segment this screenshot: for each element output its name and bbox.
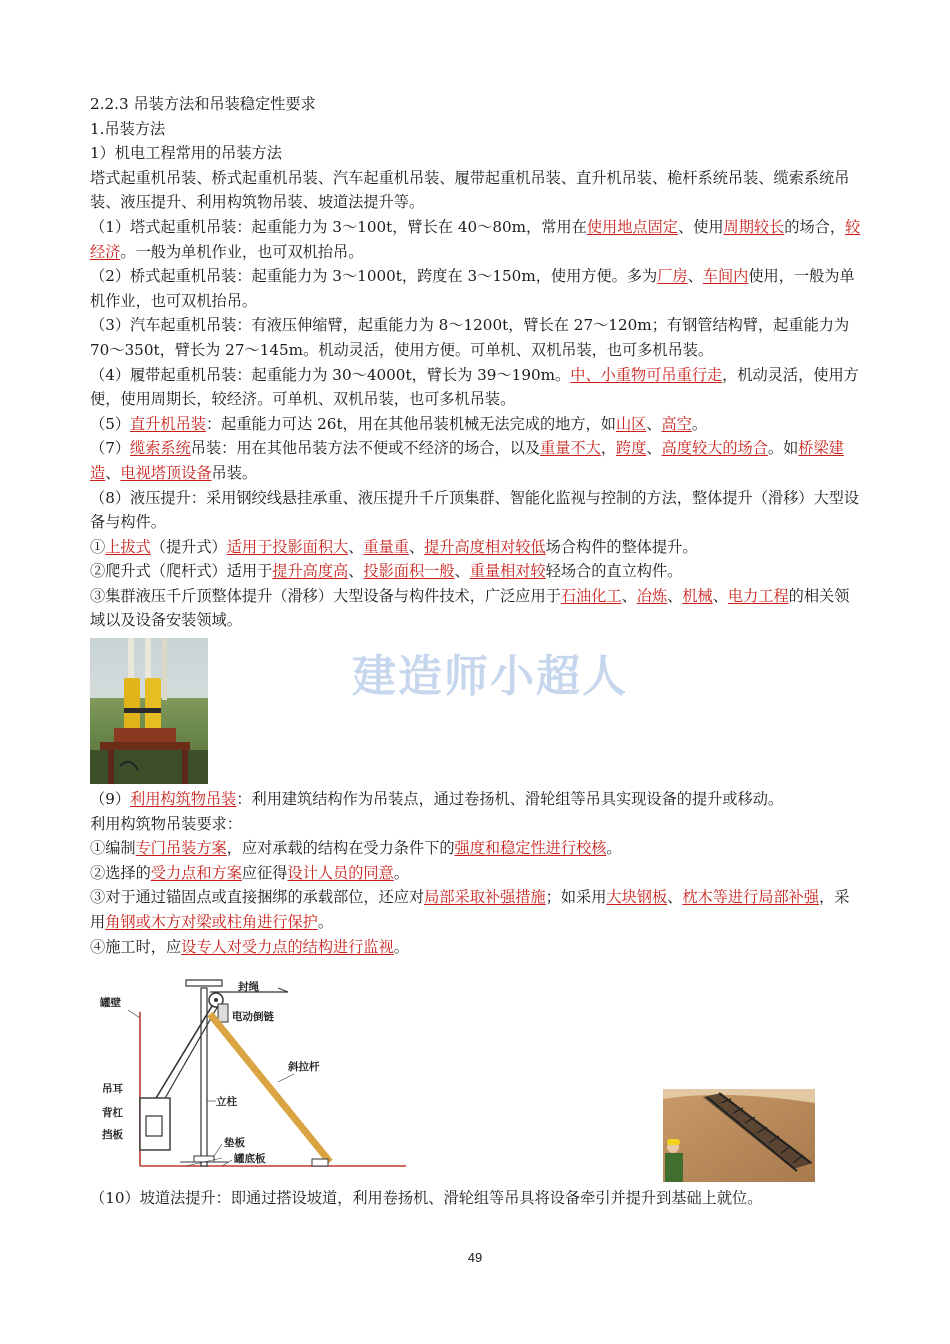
label-seal-rope: 封绳 <box>238 981 259 993</box>
key-term: 适用于投影面积大 <box>226 537 349 556</box>
label-back-bar: 背杠 <box>102 1107 123 1119</box>
key-term: 中、小重物可吊重行走 <box>570 365 723 384</box>
label-electric-hoist: 电动倒链 <box>232 1011 274 1023</box>
key-term: 跨度 <box>616 439 647 458</box>
key-term: 大块钢板 <box>606 888 668 907</box>
paragraph-bridge-crane: （2）桥式起重机吊装：起重能力为 3～1000t，跨度在 3～150m，使用方便。多为厂房、车间内使用，一般为单机作业，也可双机抬吊。 <box>90 267 855 310</box>
key-term: 电力工程 <box>727 586 789 605</box>
key-term: 提升高度高 <box>272 562 349 581</box>
requirement-4: ④施工时，应设专人对受力点的结构进行监视。 <box>90 937 409 956</box>
key-term: 缆索系统 <box>130 439 191 458</box>
key-term: 上拔式 <box>105 537 151 556</box>
hydraulic-jack-photo <box>90 638 208 784</box>
ramp-method-photo <box>663 1089 815 1182</box>
paragraph-tower-crane: （1）塔式起重机吊装：起重能力为 3～100t，臂长在 40～80m，常用在使用地点固定、使用周期较长的场合，较经济。一般为单机作业，也可双机抬吊。 <box>90 217 861 261</box>
top-cap <box>186 980 222 986</box>
text-body-2 <box>90 787 862 959</box>
label-baffle: 挡板 <box>102 1129 123 1141</box>
requirement-2: ②选择的受力点和方案应征得设计人员的同意。 <box>90 863 409 882</box>
key-term: 机械 <box>682 586 713 605</box>
label-column: 立柱 <box>216 1096 237 1108</box>
key-term: 桥梁建造 <box>90 439 844 482</box>
paragraph-structure-lifting: （9）利用构筑物吊装：利用建筑结构作为吊装点，通过卷扬机、滑轮组等吊具实现设备的提升或移动。 <box>90 790 784 808</box>
key-term: 车间内 <box>702 267 749 286</box>
label-tank-bottom: 罐底板 <box>234 1153 266 1165</box>
key-term: 利用构筑物吊装 <box>130 790 237 808</box>
subheading-lifting-methods: 1.吊装方法 <box>90 119 166 138</box>
key-term: 高度较大的场合 <box>661 439 768 458</box>
electric-hoist <box>218 1004 228 1022</box>
paragraph-intro: 塔式起重机吊装、桥式起重机吊装、汽车起重机吊装、履带起重机吊装、直升机吊装、桅杆系统吊装、缆索系统吊装、液压提升、利用构筑物吊装、坡道法提升等。 <box>90 168 850 212</box>
requirement-3: ③对于通过锚固点或直接捆绑的承载部位，还应对局部采取补强措施；如采用大块钢板、枕木等进行局部补强，采用角钢或木方对梁或柱角进行保护。 <box>90 888 850 931</box>
chain-right <box>164 1006 218 1100</box>
key-term: 设专人对受力点的结构进行监视 <box>181 937 394 956</box>
key-term: 冶炼 <box>636 586 668 605</box>
key-term: 高空 <box>661 414 692 433</box>
key-term: 重量不大 <box>540 439 601 458</box>
key-term: 提升高度相对较低 <box>424 537 546 556</box>
key-term: 角钢或木方对梁或柱角进行保护 <box>105 912 318 931</box>
key-term: 受力点和方案 <box>150 863 242 882</box>
text-body <box>90 92 862 633</box>
label-lifting-lug: 吊耳 <box>102 1083 123 1095</box>
paragraph-helicopter: （5）直升机吊装：起重能力可达 26t，用在其他吊装机械无法完成的地方，如山区、高空。 <box>90 414 708 433</box>
page-number: 49 <box>467 1250 483 1265</box>
paragraph-crawler-crane: （4）履带起重机吊装：起重能力为 30～4000t，臂长为 39～190m。中、小重物可吊重行走，机动灵活，使用方便，使用周期长，较经济。可单机、双机吊装，也可多机吊装。 <box>90 365 859 409</box>
key-term: 重量重 <box>363 537 409 556</box>
requirement-1: ①编制专门吊装方案，应对承载的结构在受力条件下的强度和稳定性进行校核。 <box>90 839 622 858</box>
paragraph-ramp-method: （10）坡道法提升：即通过搭设坡道，利用卷扬机、滑轮组等吊具将设备牵引并提升到基础上就位。 <box>90 1189 763 1207</box>
key-term: 设计人员的同意 <box>287 863 394 882</box>
key-term: 使用地点固定 <box>586 217 678 236</box>
key-term: 石油化工 <box>560 586 622 605</box>
section-heading: 2.2.3 吊装方法和吊装稳定性要求 <box>90 95 316 113</box>
key-term: 厂房 <box>657 267 688 286</box>
label-tank-wall: 罐壁 <box>100 997 121 1009</box>
baffle <box>146 1116 162 1136</box>
key-term: 枕木等进行局部补强 <box>682 888 819 907</box>
key-term: 投影面积一般 <box>363 562 455 581</box>
brace-pad <box>312 1159 328 1166</box>
structure-lifting-diagram <box>98 970 410 1174</box>
key-term: 周期较长 <box>723 217 785 236</box>
key-term: 电视塔顶设备 <box>120 463 212 482</box>
text-body-3 <box>90 1186 862 1211</box>
key-term: 强度和稳定性进行校核 <box>454 839 607 858</box>
key-term: 局部采取补强措施 <box>424 888 546 907</box>
column-pad <box>194 1156 214 1162</box>
key-term: 直升机吊装 <box>130 414 206 433</box>
label-pad-plate: 垫板 <box>224 1137 245 1149</box>
paragraph-truck-crane: （3）汽车起重机吊装：有液压伸缩臂，起重能力为 8～1200t，臂长在 27～120m；有钢管结构臂，起重能力为 70～350t，臂长为 27～145m。机动灵活，使用方便。可单机、双机吊装，也可多机吊装。 <box>90 316 850 359</box>
key-term: 专门吊装方案 <box>135 839 227 858</box>
key-term: 较经济 <box>90 217 861 261</box>
paragraph-hydraulic-lift: （8）液压提升：采用钢绞线悬挂承重、液压提升千斤顶集群、智能化监视与控制的方法，整体提升（滑移）大型设备与构件。 <box>90 488 860 532</box>
paragraph-requirements-title: 利用构筑物吊装要求： <box>90 814 242 833</box>
subheading-common-methods: 1）机电工程常用的吊装方法 <box>90 144 282 163</box>
paragraph-climbing-type: ②爬升式（爬杆式）适用于提升高度高、投影面积一般、重量相对较轻场合的直立构件。 <box>90 562 683 581</box>
watermark: 建造师小超人 <box>352 651 628 702</box>
paragraph-cable-system: （7）缆索系统吊装：用在其他吊装方法不便或不经济的场合，以及重量不大，跨度、高度较大的场合。如桥梁建造、电视塔顶设备吊装。 <box>90 439 844 482</box>
key-term: 重量相对较 <box>469 562 546 581</box>
paragraph-cluster-jack: ③集群液压千斤顶整体提升（滑移）大型设备与构件技术，广泛应用于石油化工、冶炼、机械、电力工程的相关领域以及设备安装领域。 <box>90 586 850 630</box>
label-diagonal-brace: 斜拉杆 <box>288 1061 320 1073</box>
key-term: 山区 <box>615 414 647 433</box>
paragraph-pull-up-type: ①上拔式（提升式）适用于投影面积大、重量重、提升高度相对较低场合构件的整体提升。 <box>90 537 698 556</box>
